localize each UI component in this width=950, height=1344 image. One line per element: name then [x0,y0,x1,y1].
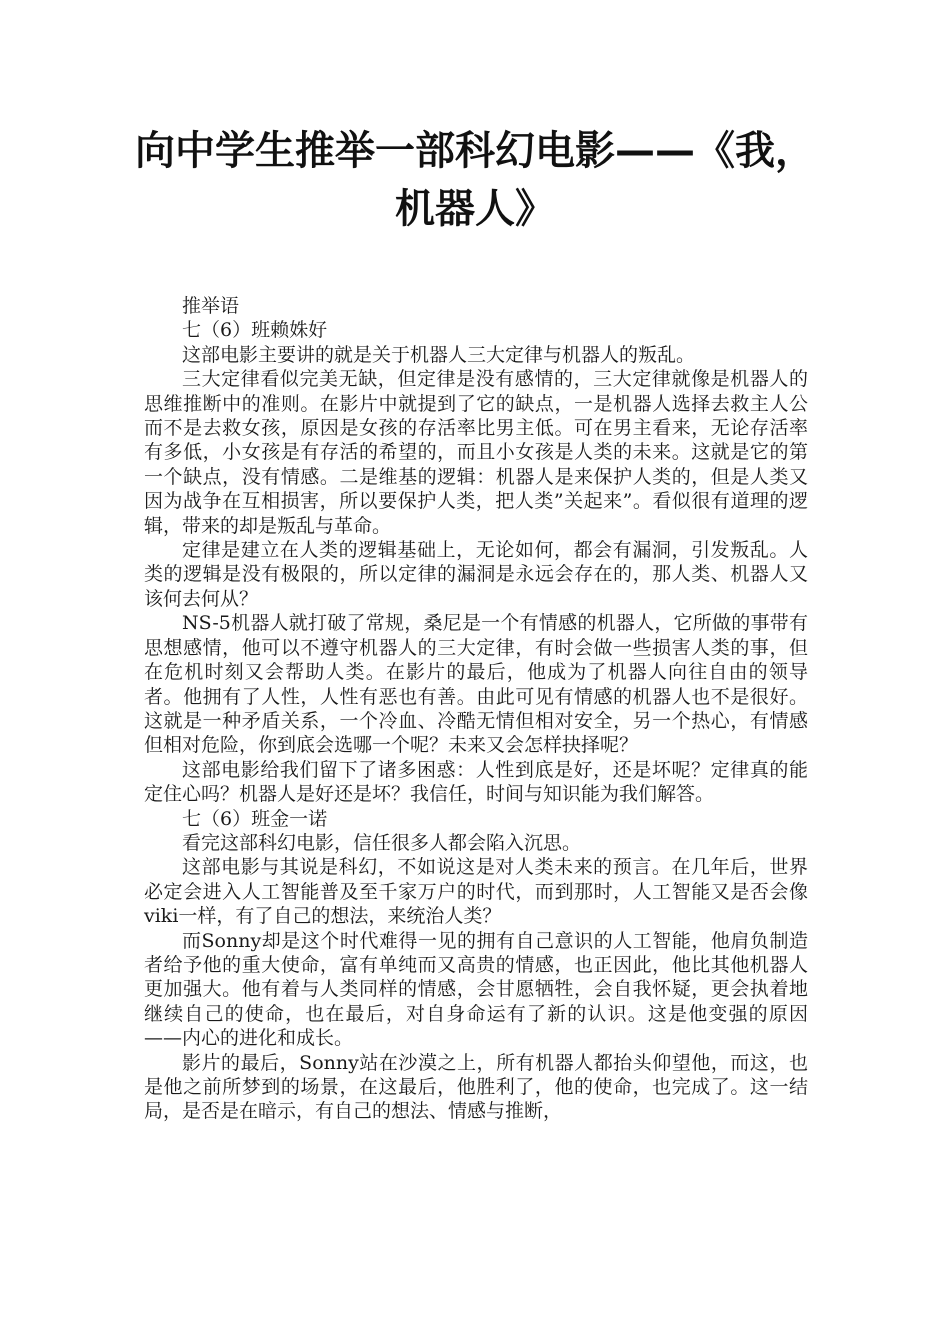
paragraph: 定律是建立在人类的逻辑基础上，无论如何，都会有漏洞，引发叛乱。人类的逻辑是没有极限的，所以定律的漏洞是永远会存在的，那人类、机器人又该何去何从？ [144,539,808,610]
paragraph: NS-5机器人就打破了常规，桑尼是一个有情感的机器人，它所做的事带有思想感情，他可以不遵守机器人的三大定律，有时会做一些损害人类的事，但在危机时刻又会帮助人类。在影片的最后，他成为了机器人向往自由的领导者。他拥有了人性，人性有恶也有善。由此可见有情感的机器人也不是很好。这就是一种矛盾关系，一个冷血、冷酷无情但相对安全，另一个热心，有情感但相对危险，你到底会选哪一个呢？未来又会怎样抉择呢？ [144,612,808,757]
paragraph-author-1: 七（6）班赖姝好 [182,319,328,342]
document-body [144,294,808,1124]
paragraph: 这部电影与其说是科幻，不如说这是对人类未来的预言。在几年后，世界必定会进入人工智能普及至千家万户的时代，而到那时，人工智能又是否会像viki一样，有了自己的想法，来统治人类？ [144,856,808,928]
paragraph: 这部电影主要讲的就是关于机器人三大定律与机器人的叛乱。 [182,343,696,366]
paragraph-author-2: 七（6）班金一诺 [182,807,328,830]
paragraph: 三大定律看似完美无缺，但定律是没有感情的，三大定律就像是机器人的思维推断中的准则。在影片中就提到了它的缺点，一是机器人选择去救主人公而不是去救女孩，原因是女孩的存活率比男主低。可在男主看来，无论存活率有多低，小女孩是有存活的希望的，而且小女孩是人类的未来。这就是它的第一个缺点，没有情感。二是维基的逻辑：机器人是来保护人类的，但是人类又因为战争在互相损害，所以要保护人类，把人类”关起来”。看似很有道理的逻辑，带来的却是叛乱与革命。 [144,368,808,537]
document-title: 向中学生推举一部科幻电影——《我，机器人》 [135,128,815,232]
paragraph: 这部电影给我们留下了诸多困惑：人性到底是好，还是坏呢？定律真的能定住心吗？机器人是好还是坏？我信任，时间与知识能为我们解答。 [144,758,808,806]
paragraph: 看完这部科幻电影，信任很多人都会陷入沉思。 [182,831,582,854]
paragraph: 而Sonny却是这个时代难得一见的拥有自己意识的人工智能，他肩负制造者给予他的重大使命，富有单纯而又高贵的情感，也正因此，他比其他机器人更加强大。他有着与人类同样的情感，会甘愿牺牲，会自我怀疑，更会执着地继续自己的使命，也在最后，对自身命运有了新的认识。这是他变强的原因——内心的进化和成长。 [144,929,808,1050]
paragraph: 影片的最后，Sonny站在沙漠之上，所有机器人都抬头仰望他，而这，也是他之前所梦到的场景，在这最后，他胜利了，他的使命，也完成了。这一结局，是否是在暗示，有自己的想法、情感与推断， [144,1051,808,1123]
paragraph-heading-recommendation: 推举语 [182,295,240,317]
